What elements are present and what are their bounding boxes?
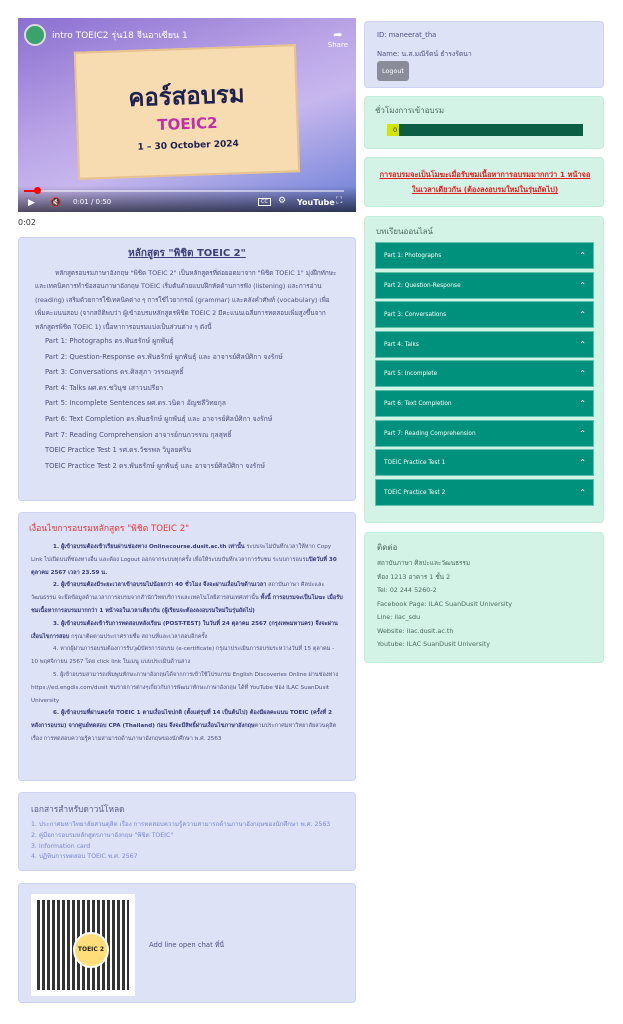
lesson-label: Part 6: Text Completion (384, 401, 452, 407)
conditions-card (18, 512, 356, 781)
condition-bold: ปิดวันที่ 30 ตุลาคม 2567 เวลา 23.59 น. (31, 556, 337, 576)
condition-bold: 2. ผู้เข้าอบรมต้องมีระยะเวลาเข้าอบรมไม่น้อยกว่า 40 ชั่วโมง จึงจะผ่านเงื่อนไขด้านเวลา (53, 582, 267, 589)
share-button[interactable] (328, 28, 348, 49)
video-controls (18, 186, 356, 212)
play-icon[interactable]: ▶ (28, 198, 35, 208)
contact-card (364, 532, 604, 663)
downloads-title: เอกสารสำหรับดาวน์โหลด (31, 804, 125, 814)
lessons-title: บทเรียนออนไลน์ (376, 227, 434, 236)
lesson-label: Part 4: Talks (384, 341, 419, 348)
chevron-up-icon: ⌃ (579, 310, 586, 320)
line-qr-code[interactable] (31, 894, 135, 996)
course-part-item: Part 7: Reading Comprehension อาจารย์กนกวรรณ กุลสุทธิ์ (45, 430, 232, 439)
contact-line: ห้อง 1213 อาคาร 1 ชั้น 2 (377, 572, 451, 581)
chevron-up-icon: ⌃ (579, 399, 586, 408)
contact-line: Tel: 02 244 5260-2 (377, 586, 437, 594)
condition-text: 5. ผู้เข้าอบรมสามารถเพิ่มพูนทักษะภาษาอังกฤษได้จากการเข้าใช้โปรแกรม English Discoveries Online ผ่านช่องทาง https://ed.engdis.com/dusit ชมรายการต่างๆเกี่ยวกับการพัฒนาทักษะภาษาอังกฤษ ได้ที่ YouTube ช่อง ILAC SuanDusit University (31, 671, 339, 704)
lesson-accordion-item[interactable] (375, 360, 594, 387)
sign-line1: คอร์สอบรม (127, 79, 246, 113)
chevron-up-icon: ⌃ (579, 458, 586, 468)
condition-text: ตามประกาศมหาวิทยาลัยสวนดุสิต เรื่อง การทดสอบความรู้ความสามารถด้านภาษาอังกฤษของนักศึกษา พ.ศ. 2563 (31, 723, 337, 742)
user-name: Name: น.ส.มณีรัตน์ ธำรงรัตนา (377, 50, 472, 58)
chevron-up-icon: ⌃ (579, 339, 586, 349)
lesson-accordion-item[interactable] (375, 449, 594, 476)
condition-bold: ทั้งนี้ การอบรมจะเป็นโมฆะ เมื่อรับชมเนื้อหาการอบรมมากกว่า 1 หน้าจอในเวลาเดียวกัน (ผู้เรียนจะต้องลงอบรมใหม่ในรุ่นถัดไป) (31, 595, 343, 614)
contact-title: ติดต่อ (377, 543, 398, 552)
share-icon: ➦ (333, 28, 343, 41)
condition-text: กรุณาติดตามประกาศรายชื่อ สถานที่และเวลาสอบอีกครั้ง (69, 633, 208, 640)
condition-text: สถาบันภาษา ศิลปะและวัฒนธรรม จะยึดข้อมูลด้านเวลาการอบรมจากสำนักวิทยบริการและเทคโนโลยีสารสนเทศเท่านั้น (31, 582, 325, 602)
video-player[interactable] (18, 18, 356, 212)
condition-text: 4. หากผู้ผ่านการอบรมต้องการรับวุฒิบัตรการอบรม (e-certificate) กรุณาประเมินการอบรมระหว่างวันที่ 15 ตุลาคม - 10 พฤศจิกายน 2567 โดย click link ในเมนู แบบประเมินด้านล่าง (31, 646, 335, 666)
lesson-accordion-item[interactable] (375, 479, 594, 506)
warning-text: การอบรมจะเป็นโมฆะเมื่อรับชมเนื้อหาการอบรมมากกว่า 1 หน้าจอในเวลาเดียวกัน (ต้องลงอบรมใหม่ในรุ่นถัดไป) (379, 170, 591, 194)
elapsed-time: 0:02 (18, 218, 36, 227)
qr-center-logo: TOEIC 2 (73, 932, 109, 968)
lesson-accordion-item[interactable] (375, 272, 594, 299)
lesson-label: Part 3: Conversations (384, 312, 447, 319)
settings-icon[interactable]: ⚙ (278, 196, 287, 206)
downloads-card (18, 792, 356, 871)
contact-line: สถาบันภาษา ศิลปะและวัฒนธรรม (377, 559, 471, 567)
conditions-title: เงื่อนไขการอบรมหลักสูตร "พิชิต TOEIC 2" (29, 524, 190, 534)
hours-progress-value: 0 (387, 124, 399, 136)
lesson-accordion-item[interactable] (375, 242, 594, 269)
course-title: หลักสูตร "พิชิต TOEIC 2" (128, 248, 246, 259)
training-hours-card (364, 96, 604, 149)
share-label: Share (327, 41, 348, 49)
fullscreen-icon[interactable]: ⛶ (336, 196, 343, 206)
chevron-up-icon: ⌃ (579, 280, 586, 290)
condition-text: ระบบจะไม่บันทึกเวลาให้หาก Copy Link ไปเปิดบนที่ช่องทางอื่น และต้อง Logout ออกจากระบบทุกครั้ง เพื่อให้ระบบบันทึกเวลาการรับชม ระบบการอบรม (31, 544, 332, 563)
sign-line3: 1 – 30 October 2024 (137, 139, 239, 153)
condition-item (19, 643, 355, 669)
video-time: 0:01 / 0:50 (73, 198, 112, 206)
lesson-label: Part 1: Photographs (384, 253, 442, 259)
lesson-accordion-item[interactable] (375, 390, 594, 417)
condition-bold: 1. ผู้เข้าอบรมต้องเข้าเรียนผ่านช่องทาง Onlinecourse.dusit.ac.th เท่านั้น (53, 544, 245, 550)
chevron-up-icon: ⌃ (579, 428, 586, 438)
contact-line: Line: ilac_sdu (377, 613, 421, 621)
course-part-item: Part 6: Text Completion ดร.พันธรักษ์ ผูกพันธุ์ และ อาจารย์ศิลป์ศิกา จงรักษ์ (45, 415, 273, 423)
user-card (364, 21, 604, 88)
contact-line: Website: ilac.dusit.ac.th (377, 626, 454, 635)
condition-item (19, 669, 355, 707)
condition-item (19, 541, 355, 579)
course-part-item: Part 4: Talks ผศ.ดร.ชวินุช เสาวนปรียา (45, 383, 164, 392)
lesson-label: TOEIC Practice Test 2 (384, 489, 446, 496)
condition-item (19, 579, 355, 617)
condition-item (19, 707, 355, 745)
youtube-logo[interactable]: YouTube (297, 198, 335, 207)
lesson-label: Part 5: Incomplete (384, 371, 438, 378)
online-lessons-card (364, 216, 604, 523)
chevron-up-icon: ⌃ (579, 369, 586, 379)
line-chat-link[interactable]: Add line open chat ที่นี่ (149, 941, 225, 949)
course-intro: หลักสูตรอบรมภาษาอังกฤษ "พิชิต TOEIC 2" เป็นหลักสูตรที่ต่อยอดมาจาก "พิชิต TOEIC 1" มุ่งฝึกทักษะและเทคนิคการทำข้อสอบภาษาอังกฤษ TOEIC เริ่มต้นด้วยแบบฝึกหัดด้านการฟัง (listening) และการอ่าน (reading) เสริมด้วยการใช้เทคนิคต่าง ๆ การใช้ไวยากรณ์ (grammar) และคลังคำศัพท์ (vocabulary) เพื่อเพิ่มคะแนนสอบ (จากสถิติพบว่า ผู้เข้าอบรมหลักสูตรพิชิต TOEIC 2 มีคะแนนเฉลี่ยการทดสอบเพิ่มสูงขึ้นจากหลักสูตรพิชิต TOEIC 1) เนื้อหาการอบรมแบ่งเป็นส่วนต่าง ๆ ดังนี้ (35, 269, 337, 331)
chevron-up-icon: ⌃ (579, 487, 586, 497)
chevron-up-icon: ⌃ (579, 251, 586, 260)
course-parts-list (19, 334, 355, 474)
hours-progress-bar (387, 124, 583, 136)
course-part-item: TOEIC Practice Test 2 ดร.พันธรักษ์ ผูกพันธุ์ และ อาจารย์ศิลป์ศิกา จงรักษ์ (45, 461, 265, 470)
lesson-accordion-item[interactable] (375, 420, 594, 447)
lesson-label: TOEIC Practice Test 1 (384, 460, 446, 467)
download-link[interactable]: 4. ปฏิทินการทดสอบ TOEIC พ.ศ. 2567 (31, 853, 138, 861)
lesson-accordion-item[interactable] (375, 301, 594, 328)
condition-bold: 3. ผู้เข้าอบรมต้องเข้ารับการทดสอบหลังเรียน (POST-TEST) ในวันที่ 24 ตุลาคม 2567 (กรุงเทพมหานคร) จึงจะผ่านเงื่อนไขการสอบ (31, 620, 338, 640)
mute-icon[interactable]: 🔇 (50, 198, 62, 208)
channel-avatar[interactable] (24, 24, 46, 46)
line-chat-card (18, 883, 356, 1003)
sign-line2: TOEIC2 (156, 113, 218, 135)
video-thumbnail-sign (74, 44, 300, 180)
course-info-card (18, 237, 356, 501)
course-part-item: TOEIC Practice Test 1 รศ.ดร.วัชรพล วิบูลยศริน (45, 446, 192, 455)
condition-item (19, 618, 355, 644)
video-progress-bar[interactable] (24, 190, 344, 192)
hours-title: ชั่วโมงการเข้าอบรม (375, 106, 445, 115)
course-part-item: Part 3: Conversations ดร.ศิลสุภา วรรณสุทธิ์ (45, 368, 184, 377)
captions-icon[interactable]: CC (258, 198, 271, 206)
contact-line: Facebook Page: ILAC SuanDusit University (377, 599, 512, 608)
logout-button[interactable]: Logout (377, 61, 409, 81)
course-part-item: Part 1: Photographs ดร.พันธรักษ์ ผูกพันธุ์ (45, 337, 174, 346)
contact-line: Youtube: ILAC SuanDusit University (377, 640, 491, 648)
video-title[interactable]: intro TOEIC2 รุ่น18 จีนอาเซียน 1 (52, 31, 188, 41)
user-id: ID: maneerat_tha (377, 31, 437, 39)
course-part-item: Part 5: Incomplete Sentences ผศ.ดร.วนิดา อัญชลีวิทยกุล (45, 399, 226, 408)
download-link[interactable]: 1. ประกาศมหาวิทยาลัยสวนดุสิต เรื่อง การทดสอบความรู้ความสามารถด้านภาษาอังกฤษของนักศึกษา พ.ศ. 2563 (31, 821, 331, 828)
condition-bold: 6. ผู้เข้าอบรมที่ผ่านคอร์ส TOEIC 1 ตามเงื่อนไขปกติ (ตั้งแต่รุ่นที่ 14 เป็นต้นไป) ต้องมีผลคะแนน TOEIC (ครั้งที่ 2 หลังการอบรม) จากศูนย์ทดสอบ CPA (Thailand) ก่อน จึงจะมีสิทธิ์ผ่านเงื่อนไขภาษาอังกฤษ (31, 710, 333, 730)
lesson-accordion-item[interactable] (375, 331, 594, 358)
lesson-label: Part 2: Question-Response (384, 282, 461, 289)
lesson-label: Part 7: Reading Comprehension (384, 430, 476, 437)
download-link[interactable]: 3. Information card (31, 842, 91, 850)
course-part-item: Part 2: Question-Response ดร.พันธรักษ์ ผูกพันธุ์ และ อาจารย์ศิลป์ศิกา จงรักษ์ (45, 352, 283, 361)
download-link[interactable]: 2. คู่มือการอบรมหลักสูตรภาษาอังกฤษ "พิชิต TOEIC" (31, 831, 174, 839)
warning-card (364, 157, 604, 207)
